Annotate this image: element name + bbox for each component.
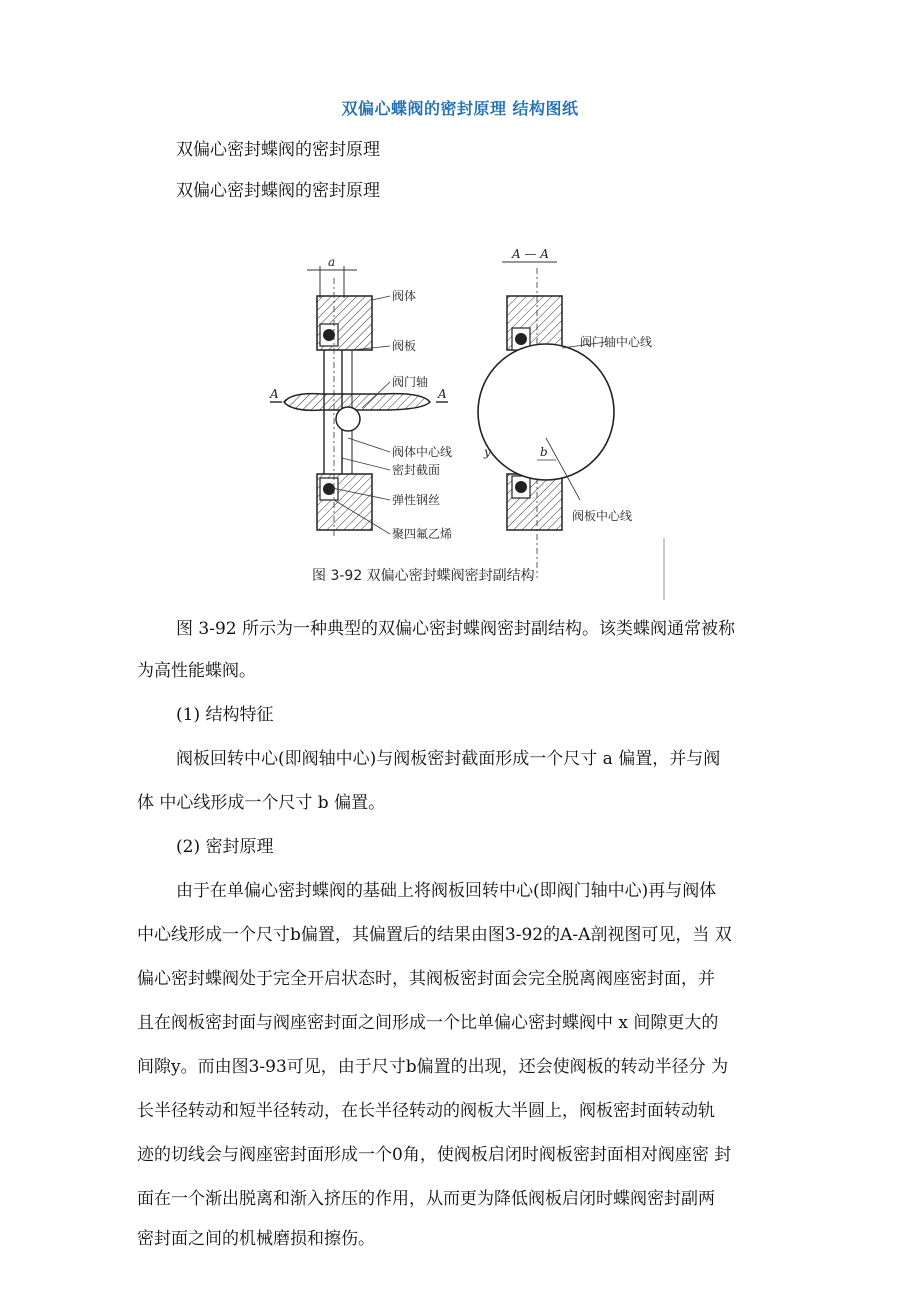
- label-ptfe: 聚四氟乙烯: [392, 527, 453, 541]
- label-a-left: A: [270, 387, 279, 401]
- label-y: y: [484, 445, 491, 459]
- label-disc-center: 阀板中心线: [572, 509, 633, 523]
- label-seal-section: 密封截面: [392, 463, 441, 477]
- paragraph-3-line-6: 长半径转动和短半径转动，在长半径转动的阀板大半圆上，阀板密封面转动轨: [137, 1101, 715, 1121]
- paragraph-3-line-9: 密封面之间的机械磨损和擦伤。: [137, 1229, 375, 1249]
- label-b: b: [540, 445, 548, 459]
- paragraph-3-line-2: 中心线形成一个尺寸b偏置，其偏置后的结果由图3-92的A-A剖视图可见，当 双: [137, 925, 732, 945]
- label-aa-top: A — A: [512, 247, 549, 261]
- subtitle-1: 双偏心密封蝶阀的密封原理: [176, 140, 380, 160]
- label-body-center: 阀体中心线: [392, 445, 453, 459]
- page-title: 双偏心蝶阀的密封原理 结构图纸: [341, 99, 579, 118]
- left-section-view: [269, 255, 452, 541]
- figure-caption: 图 3-92 双偏心密封蝶阀密封副结构: [312, 568, 535, 584]
- paragraph-1-line-1: 图 3-92 所示为一种典型的双偏心密封蝶阀密封副结构。该类蝶阀通常被称: [176, 619, 735, 639]
- right-section-view: [478, 247, 652, 578]
- label-disc: 阀板: [392, 339, 417, 353]
- paragraph-3-line-8: 面在一个渐出脱离和渐入挤压的作用，从而更为降低阀板启闭时蝶阀密封副两: [137, 1189, 715, 1209]
- heading-structure: (1) 结构特征: [176, 705, 274, 725]
- valve-diagram: [262, 238, 682, 602]
- heading-seal-principle: (2) 密封原理: [176, 837, 274, 857]
- label-body: 阀体: [392, 289, 417, 303]
- paragraph-3-line-1: 由于在单偏心密封蝶阀的基础上将阀板回转中心(即阀门轴中心)再与阀体: [176, 881, 717, 901]
- paragraph-3-line-5: 间隙y。而由图3-93可见，由于尺寸b偏置的出现，还会使阀板的转动半径分 为: [137, 1057, 729, 1077]
- paragraph-3-line-4: 且在阀板密封面与阀座密封面之间形成一个比单偏心密封蝶阀中 x 间隙更大的: [137, 1013, 719, 1033]
- paragraph-2-line-1: 阀板回转中心(即阀轴中心)与阀板密封截面形成一个尺寸 a 偏置，并与阀: [176, 749, 721, 769]
- label-shaft-center: 阀门轴中心线: [580, 335, 653, 349]
- label-spring-wire: 弹性钢丝: [392, 493, 441, 507]
- paragraph-2-line-2: 体 中心线形成一个尺寸 b 偏置。: [137, 793, 386, 813]
- label-a-right: A: [438, 387, 447, 401]
- label-a-top: a: [328, 255, 336, 269]
- valve-figure: [262, 238, 682, 602]
- subtitle-2: 双偏心密封蝶阀的密封原理: [176, 181, 380, 201]
- paragraph-3-line-7: 迹的切线会与阀座密封面形成一个0角，使阀板启闭时阀板密封面相对阀座密 封: [137, 1145, 732, 1165]
- paragraph-3-line-3: 偏心密封蝶阀处于完全开启状态时，其阀板密封面会完全脱离阀座密封面，并: [137, 969, 715, 989]
- paragraph-1-line-2: 为高性能蝶阀。: [137, 661, 256, 681]
- label-shaft: 阀门轴: [392, 375, 429, 389]
